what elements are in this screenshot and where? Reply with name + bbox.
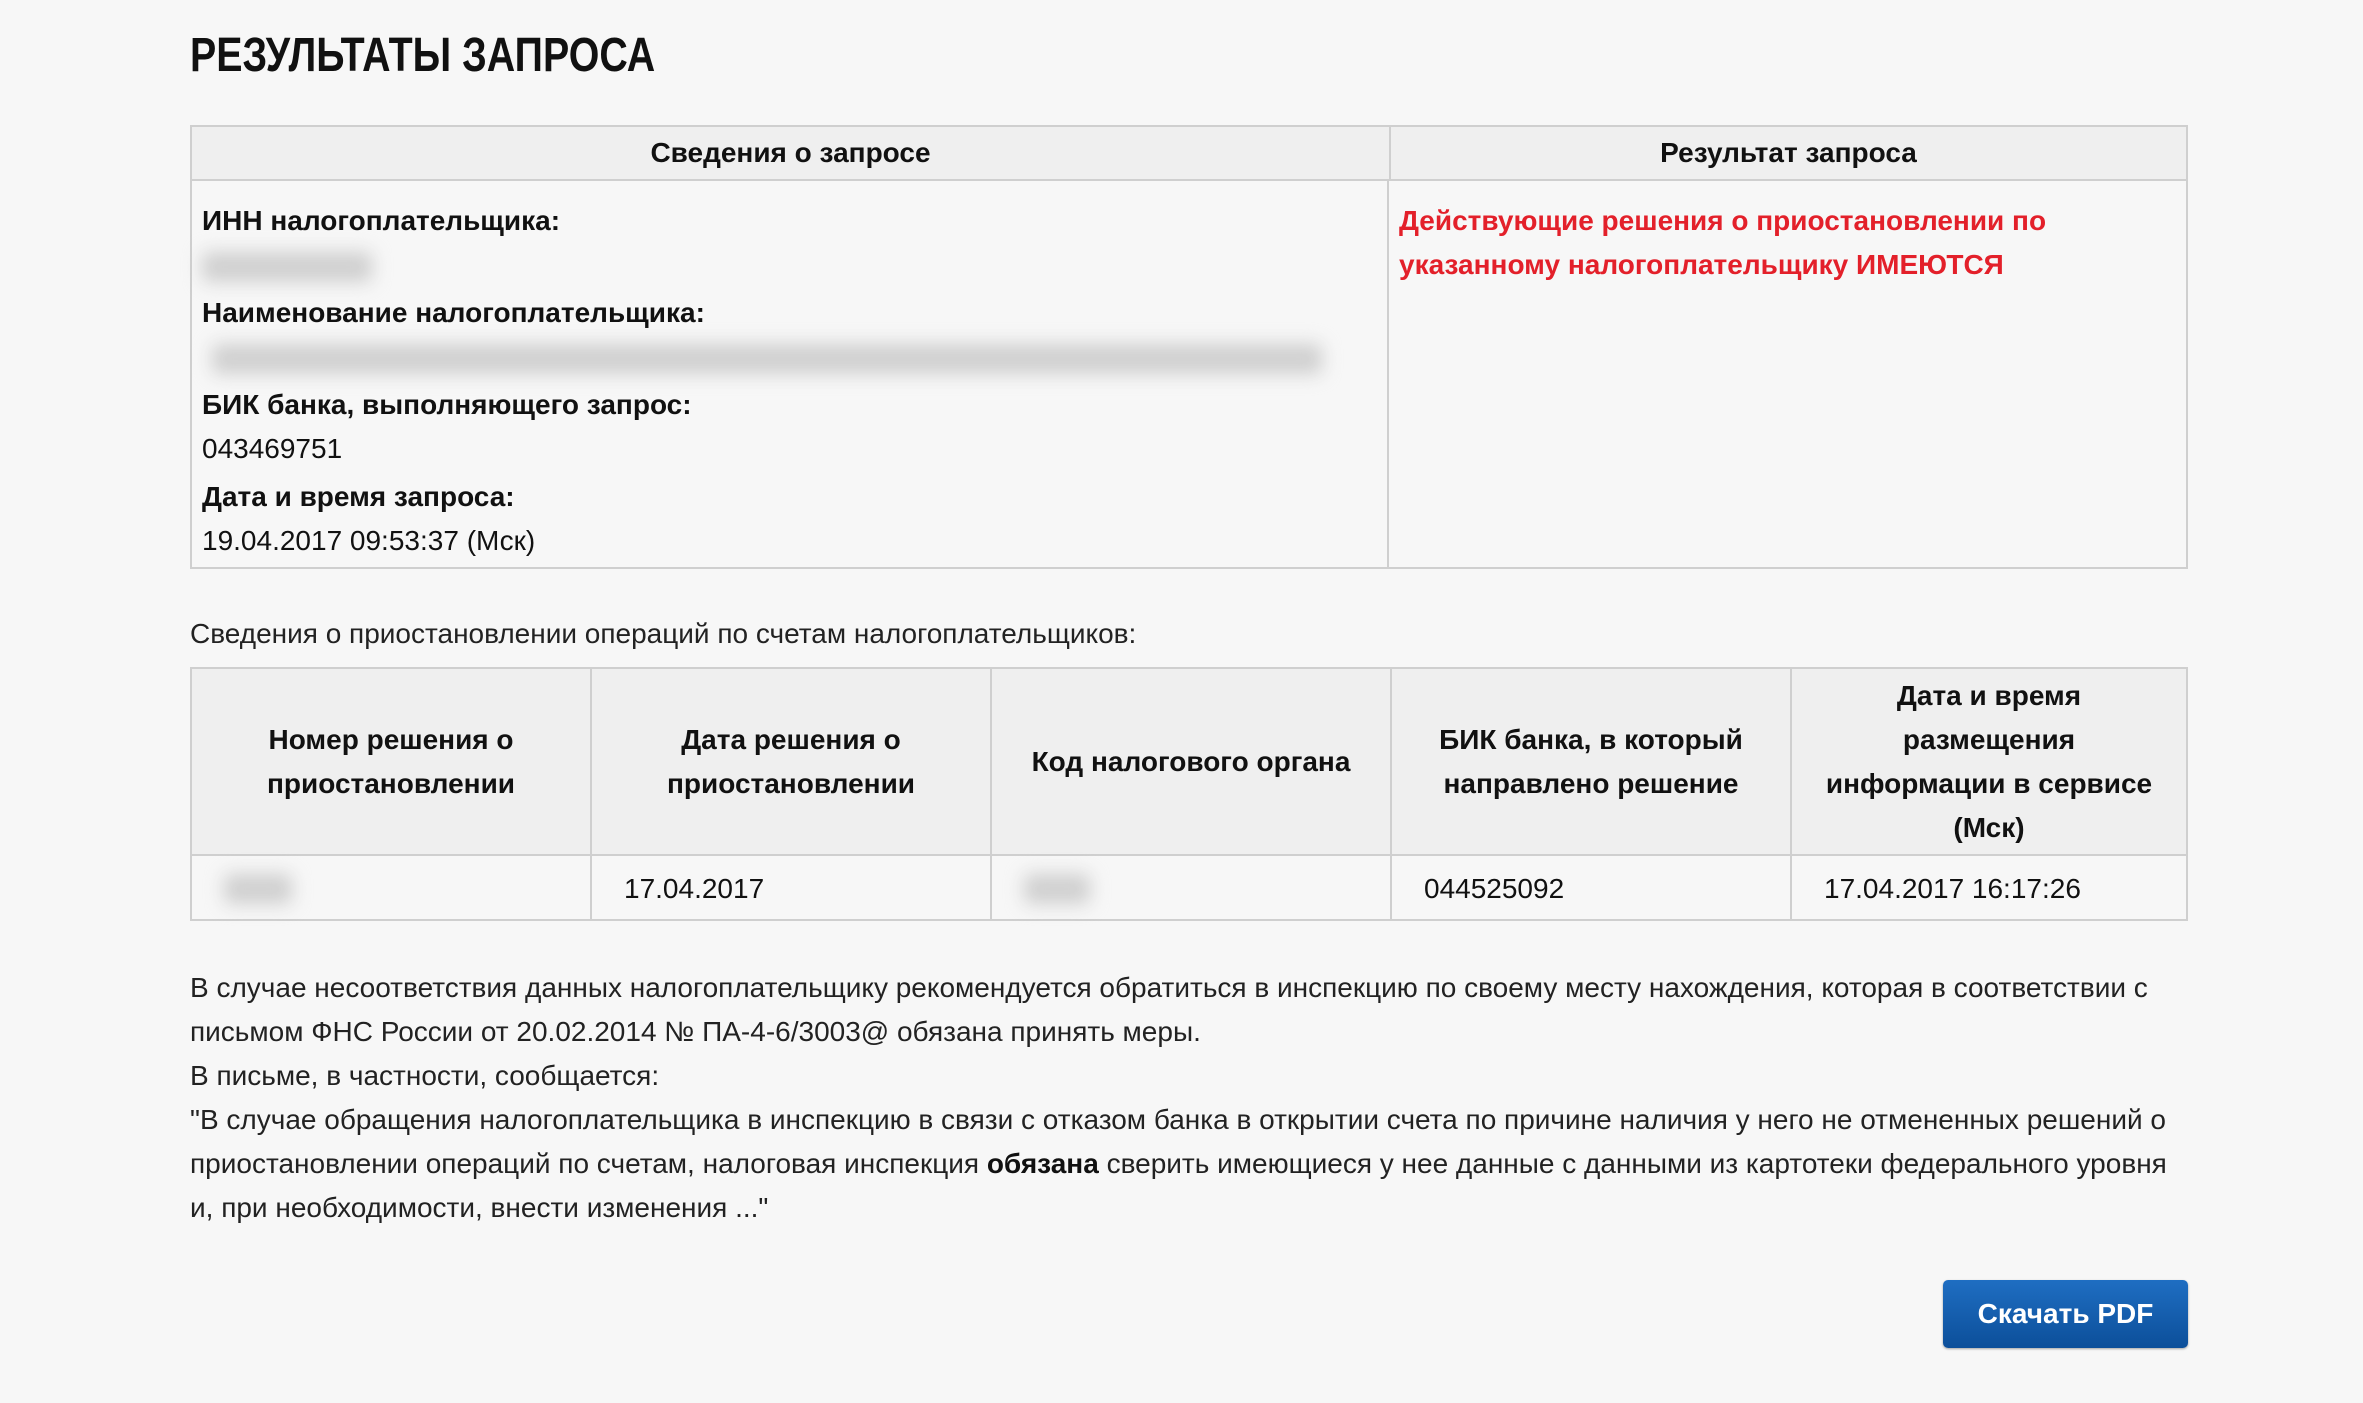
page-title: РЕЗУЛЬТАТЫ ЗАПРОСА <box>190 29 656 82</box>
suspension-table <box>190 667 2188 921</box>
notes-quote <box>190 1098 2188 1230</box>
result-status-line2: указанному налогоплательщику ИМЕЮТСЯ <box>1399 249 2004 280</box>
tax-office-code-redacted <box>992 856 1392 921</box>
decision-date-cell: 17.04.2017 <box>592 856 992 921</box>
redacted-blur <box>224 874 292 904</box>
suspension-table-header <box>192 669 2186 856</box>
redacted-blur <box>202 252 372 282</box>
col-header-decision-number: Номер решения о приостановлении <box>192 669 592 854</box>
quote-bold: обязана <box>986 1148 1099 1179</box>
request-datetime-label: Дата и время запроса: <box>202 481 515 512</box>
bik-label: БИК банка, выполняющего запрос: <box>202 389 692 420</box>
quote-end: сверить имеющиеся у нее данные с данными из картотеки федерального уровня и, при необходимости, внести изменения ..." <box>190 1148 2167 1223</box>
request-datetime-value: 19.04.2017 09:53:37 (Мск) <box>202 525 536 556</box>
request-table-header <box>192 127 2186 181</box>
bik-value: 043469751 <box>202 433 343 464</box>
decision-number-redacted <box>192 856 592 921</box>
header-request-info: Сведения о запросе <box>192 127 1391 179</box>
redacted-blur <box>212 344 1322 374</box>
inn-label: ИНН налогоплательщика: <box>202 205 561 236</box>
col-header-tax-office-code: Код налогового органа <box>992 669 1392 854</box>
redacted-blur <box>1024 874 1090 904</box>
taxpayer-name-label: Наименование налогоплательщика: <box>202 297 705 328</box>
col-header-posted-datetime: Дата и время размещения информации в сервисе (Мск) <box>1825 679 2153 843</box>
request-table-body <box>192 181 2186 567</box>
quote-start: "В случае обращения налогоплательщика в инспекцию в связи с отказом банка в открытии счета по причине наличия у него не отмененных решений о приостановлении операций по счетам, налоговая инспекция <box>190 1104 2166 1179</box>
request-result-cell <box>1389 181 2186 567</box>
inn-value-redacted <box>202 243 1377 291</box>
request-details-cell <box>192 181 1389 567</box>
notes-paragraph-1: В случае несоответствия данных налогоплательщику рекомендуется обратиться в инспекцию по своему месту нахождения, которая в соответствии с письмом ФНС России от 20.02.2014 № ПА-4-6/3003@ обязана принять меры. <box>190 972 2148 1047</box>
bank-bik-cell: 044525092 <box>1392 856 1792 921</box>
notes-text <box>190 966 2188 1230</box>
result-status-line1: Действующие решения о приостановлении по <box>1399 205 2047 236</box>
download-pdf-button[interactable]: Скачать PDF <box>1943 1280 2188 1348</box>
col-header-bank-bik: БИК банка, в который направлено решение <box>1392 669 1792 854</box>
posted-datetime-cell: 17.04.2017 16:17:26 <box>1824 872 2081 904</box>
table-row <box>192 856 2186 921</box>
header-request-result: Результат запроса <box>1660 137 1917 168</box>
col-header-decision-date: Дата решения о приостановлении <box>592 669 992 854</box>
taxpayer-name-redacted <box>202 335 1377 383</box>
notes-paragraph-2: В письме, в частности, сообщается: <box>190 1060 660 1091</box>
request-info-table <box>190 125 2188 569</box>
suspension-caption: Сведения о приостановлении операций по счетам налогоплательщиков: <box>190 618 1137 649</box>
